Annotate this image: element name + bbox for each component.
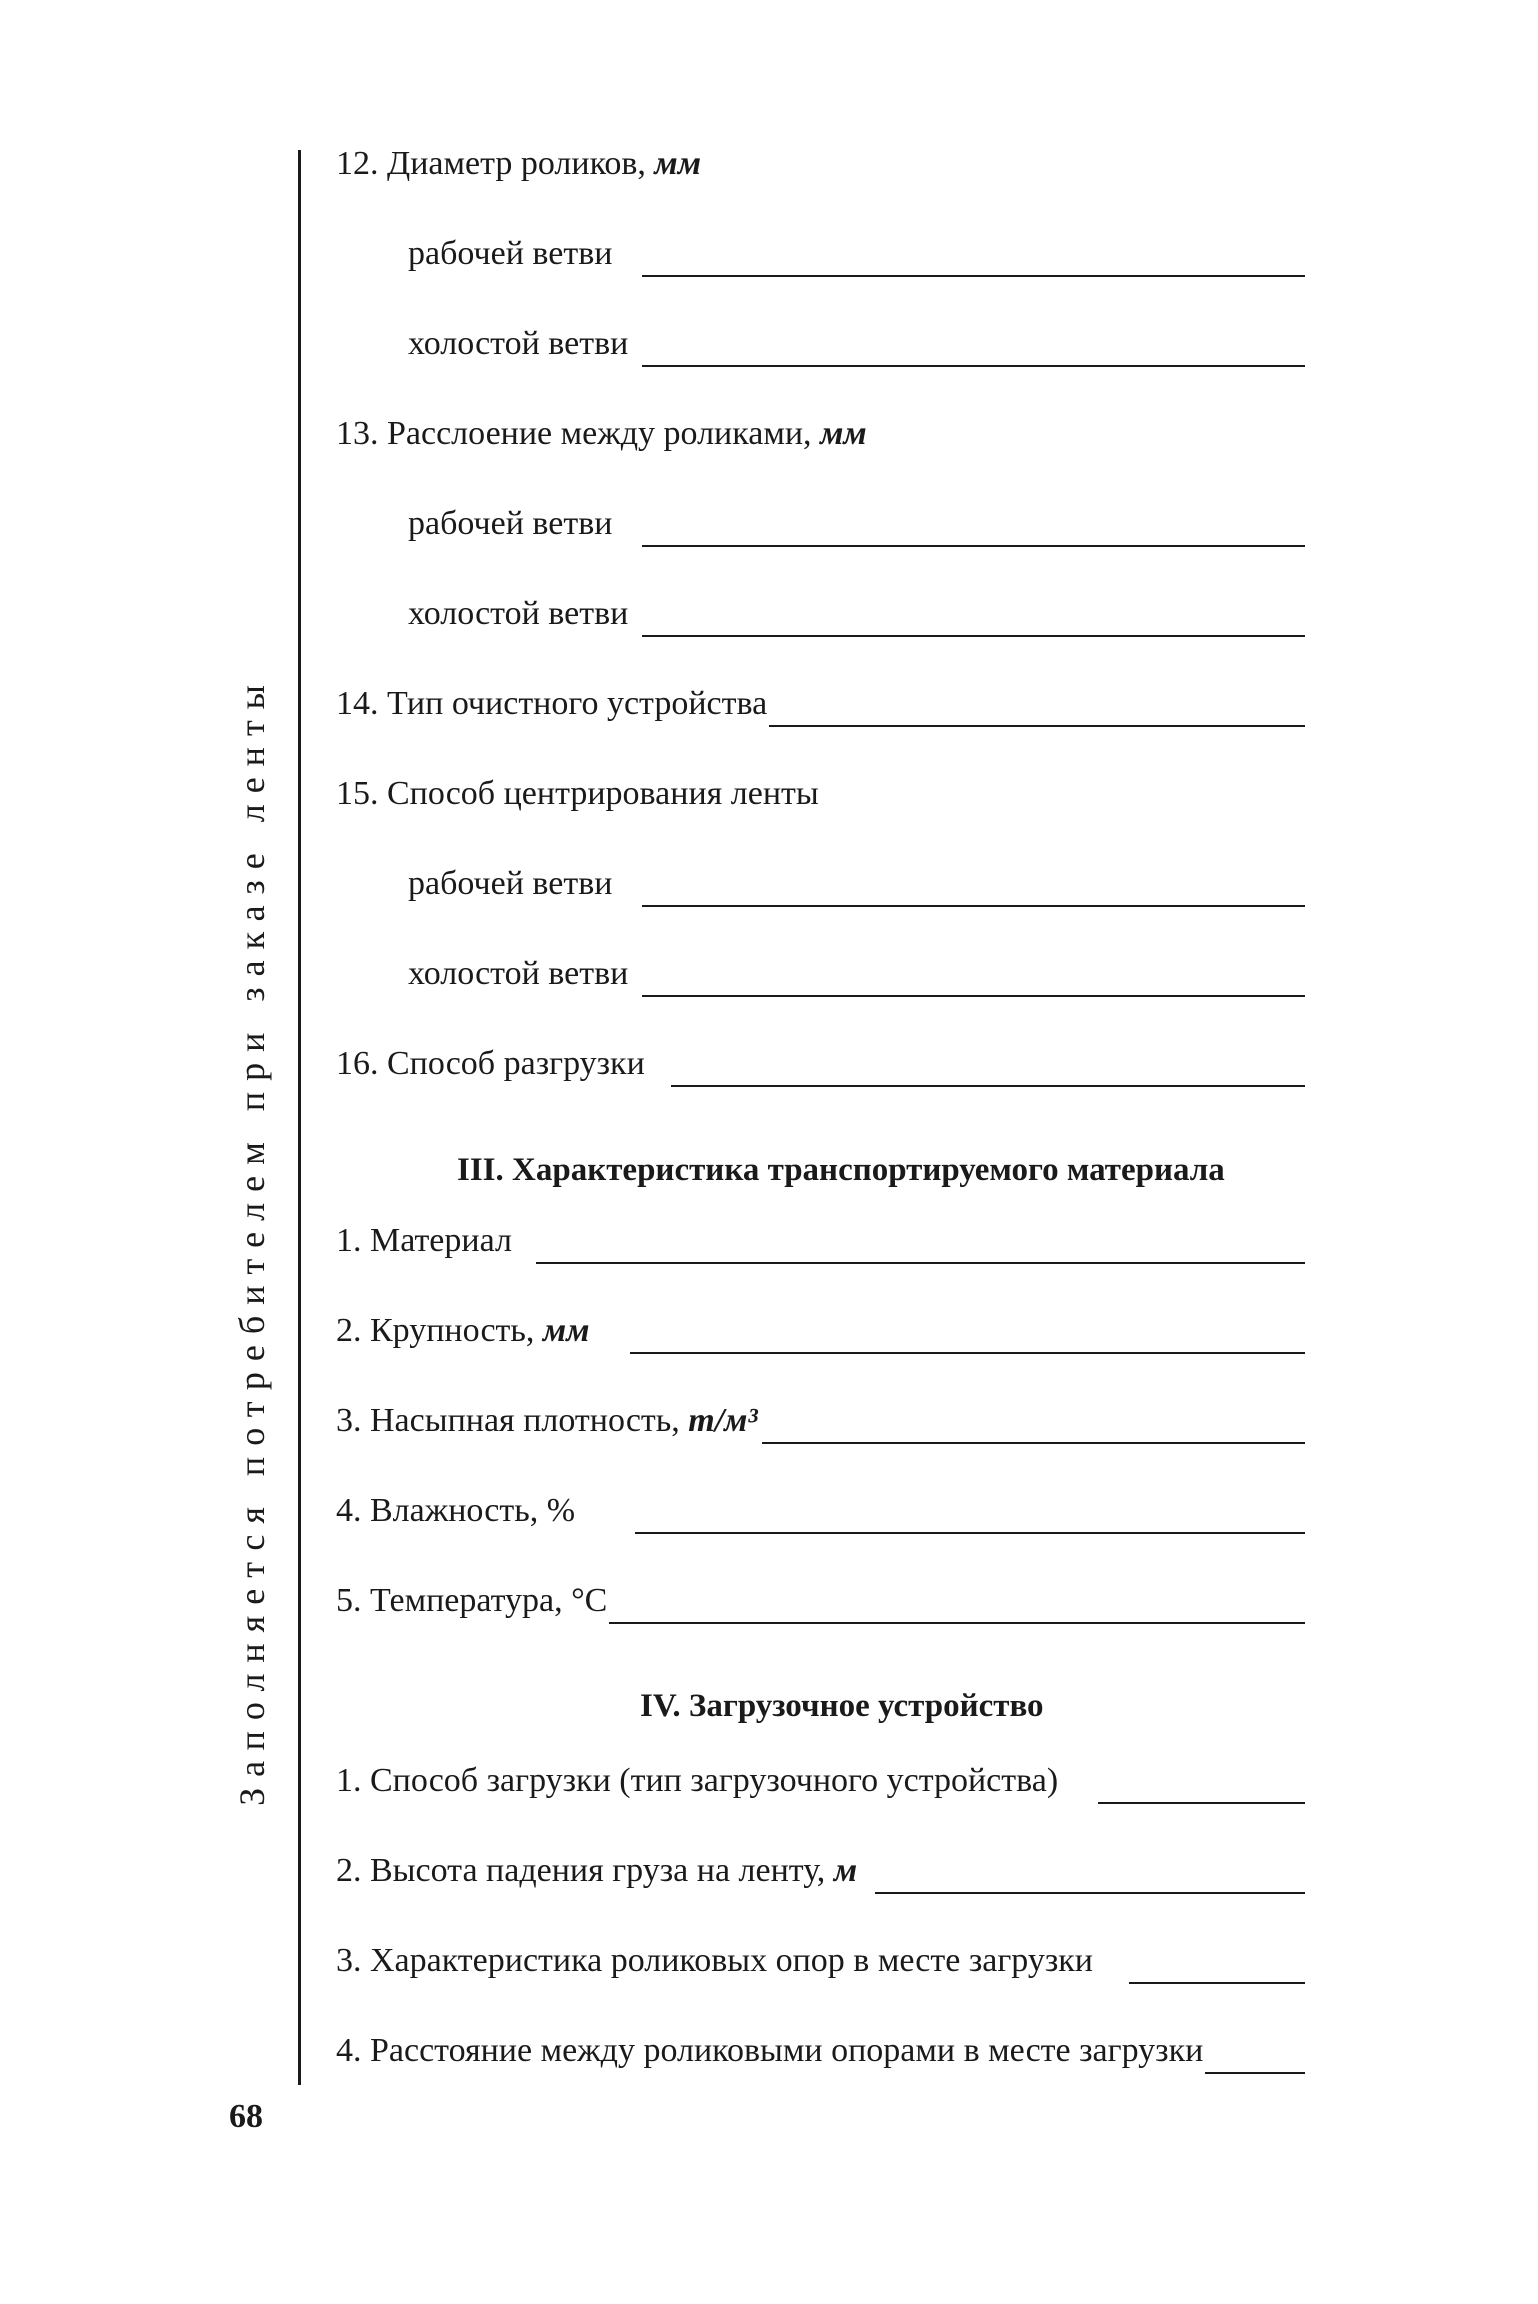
s3-item-4-num: 4.	[336, 1492, 362, 1529]
item-12-working-field[interactable]	[642, 274, 1305, 277]
item-15-idle-label: холостой ветви	[408, 955, 629, 992]
s4-item-2-text: Высота падения груза на ленту,	[370, 1852, 826, 1889]
margin-rule	[298, 150, 301, 2085]
s3-item-5-text: Температура, °С	[370, 1582, 608, 1619]
item-13-working	[408, 505, 1305, 553]
item-13	[336, 415, 867, 463]
item-14-field[interactable]	[769, 724, 1305, 727]
s4-item-3-num: 3.	[336, 1942, 362, 1979]
item-12	[336, 145, 701, 193]
s3-item-1-num: 1.	[336, 1222, 362, 1259]
s4-item-1-num: 1.	[336, 1762, 362, 1799]
side-label: Заполняется потребителем при заказе ленты	[232, 674, 272, 1806]
item-15-text: Способ центрирования ленты	[387, 775, 819, 812]
item-12-num: 12.	[336, 145, 379, 182]
s3-item-3-text: Насыпная плотность,	[370, 1402, 680, 1439]
s3-item-5-num: 5.	[336, 1582, 362, 1619]
item-16-text: Способ разгрузки	[387, 1045, 645, 1082]
s3-item-2	[336, 1312, 1305, 1360]
item-16-num: 16.	[336, 1045, 379, 1082]
item-15-idle	[408, 955, 1305, 1003]
s4-item-3-field[interactable]	[1129, 1981, 1305, 1984]
item-13-idle-field[interactable]	[642, 634, 1305, 637]
item-12-unit: мм	[654, 145, 702, 182]
item-13-working-label: рабочей ветви	[408, 505, 613, 542]
item-12-idle-field[interactable]	[642, 364, 1305, 367]
s3-item-3-field[interactable]	[762, 1441, 1305, 1444]
s4-item-3-text: Характеристика роликовых опор в месте загрузки	[370, 1942, 1093, 1979]
section-4-title: IV. Загрузочное устройство	[640, 1688, 1044, 1724]
item-12-working-label: рабочей ветви	[408, 235, 613, 272]
s4-item-1	[336, 1762, 1305, 1810]
s3-item-2-num: 2.	[336, 1312, 362, 1349]
item-15-num: 15.	[336, 775, 379, 812]
s4-item-4	[336, 2032, 1305, 2080]
s4-item-4-text: Расстояние между роликовыми опорами в месте загрузки	[370, 2032, 1204, 2069]
s3-item-5	[336, 1582, 1305, 1630]
item-15-working-field[interactable]	[642, 904, 1305, 907]
s3-item-1-field[interactable]	[536, 1261, 1305, 1264]
s4-item-2-field[interactable]	[875, 1891, 1305, 1894]
item-13-num: 13.	[336, 415, 379, 452]
item-12-idle	[408, 325, 1305, 373]
s4-item-4-num: 4.	[336, 2032, 362, 2069]
s4-item-2-unit: м	[833, 1852, 858, 1889]
s3-item-1	[336, 1222, 1305, 1270]
s3-item-2-unit: мм	[542, 1312, 590, 1349]
s3-item-5-field[interactable]	[609, 1621, 1305, 1624]
s3-item-2-text: Крупность,	[370, 1312, 535, 1349]
item-13-unit: мм	[820, 415, 867, 452]
s3-item-4-text: Влажность, %	[370, 1492, 576, 1529]
item-15-idle-field[interactable]	[642, 994, 1305, 997]
s3-item-4-field[interactable]	[635, 1531, 1305, 1534]
section-3-title: III. Характеристика транспортируемого материала	[457, 1152, 1225, 1188]
item-13-idle-label: холостой ветви	[408, 595, 629, 632]
item-15-working	[408, 865, 1305, 913]
s3-item-3-num: 3.	[336, 1402, 362, 1439]
s4-item-4-field[interactable]	[1205, 2071, 1305, 2074]
s3-item-2-field[interactable]	[630, 1351, 1305, 1354]
item-16	[336, 1045, 1305, 1093]
s4-item-1-field[interactable]	[1098, 1801, 1305, 1804]
s3-item-3	[336, 1402, 1305, 1450]
item-14	[336, 685, 1305, 733]
item-14-num: 14.	[336, 685, 379, 722]
item-15	[336, 775, 819, 823]
s3-item-3-unit: т/м³	[688, 1402, 758, 1439]
item-14-text: Тип очистного устройства	[387, 685, 768, 722]
s4-item-3	[336, 1942, 1305, 1990]
s4-item-2	[336, 1852, 1305, 1900]
s3-item-1-text: Материал	[370, 1222, 512, 1259]
item-13-text: Расслоение между роликами,	[387, 415, 812, 452]
item-13-working-field[interactable]	[642, 544, 1305, 547]
item-13-idle	[408, 595, 1305, 643]
item-12-idle-label: холостой ветви	[408, 325, 629, 362]
item-16-field[interactable]	[671, 1084, 1305, 1087]
item-12-text: Диаметр роликов,	[387, 145, 646, 182]
s4-item-1-text: Способ загрузки (тип загрузочного устройства)	[370, 1762, 1059, 1799]
item-15-working-label: рабочей ветви	[408, 865, 613, 902]
item-12-working	[408, 235, 1305, 283]
s3-item-4	[336, 1492, 1305, 1540]
page-number: 68	[229, 2098, 263, 2135]
s4-item-2-num: 2.	[336, 1852, 362, 1889]
